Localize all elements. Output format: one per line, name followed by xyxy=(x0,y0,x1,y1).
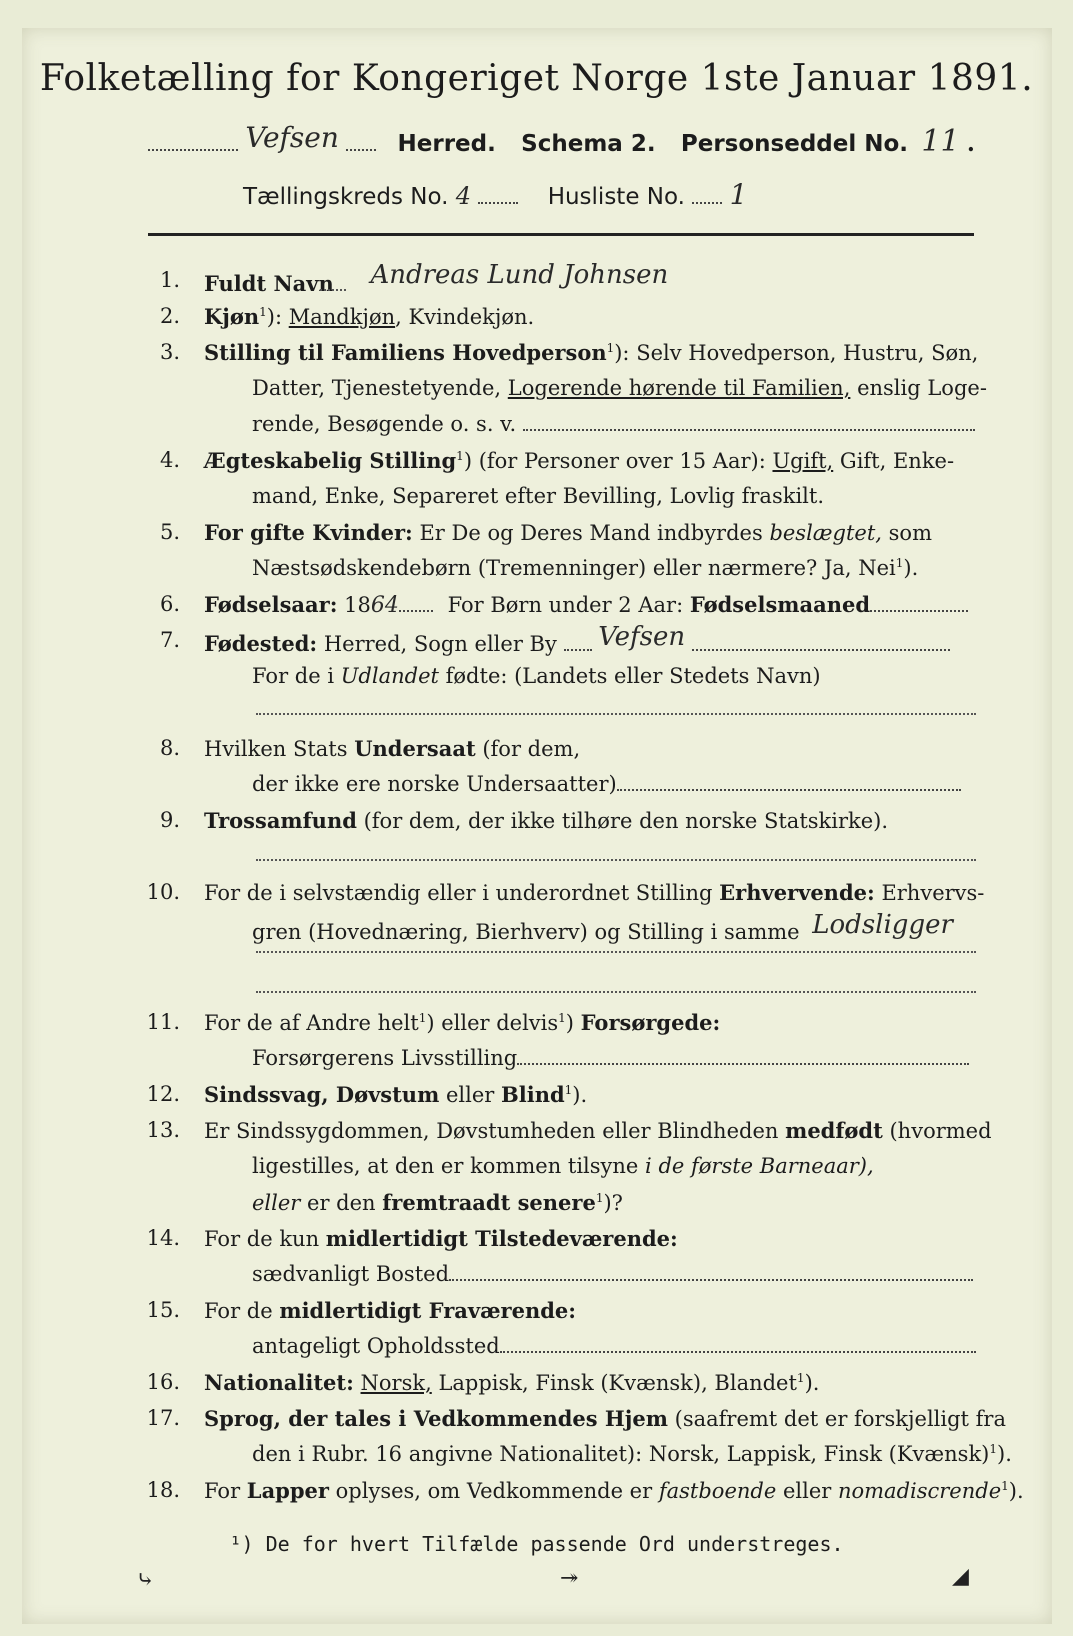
q13-line2-italic: i de første Barneaar), xyxy=(645,1154,874,1178)
q10-end: Erhvervs- xyxy=(881,881,985,905)
q4-ugift: Ugift, xyxy=(772,449,834,473)
header-kreds-line xyxy=(243,178,747,211)
q4-row: Ægteskabelig Stilling$^1$) (for Personer over 15 Aar): Ugift, Gift, Enke- xyxy=(204,448,955,473)
q16-label: Nationalitet: xyxy=(204,1370,354,1395)
q15-row xyxy=(204,1298,576,1323)
q4-rest: Gift, Enke- xyxy=(839,449,955,473)
taellingskreds-label: Tællingskreds No. xyxy=(243,184,449,210)
q3-line2a: Datter, Tjenestetyende, xyxy=(252,376,502,400)
q15-line2: antageligt Opholdssted xyxy=(252,1334,500,1358)
q13-line2a: ligestilles, at den er kommen tilsyne xyxy=(252,1154,639,1178)
q5-row2: Næstsødskendebørn (Tremenninger) eller nærmere? Ja, Nei$^1$). xyxy=(252,556,919,580)
q10-row xyxy=(204,880,984,905)
page-title: Folketælling for Kongeriget Norge 1ste Januar 1891. xyxy=(39,58,1034,99)
q8-label: Undersaat xyxy=(354,736,476,761)
q7-line2-italic: Udlandet xyxy=(340,664,439,688)
header-rule xyxy=(148,233,974,236)
header-herred-line: Vefsen Herred. Schema 2. Personseddel No. 11 . xyxy=(148,124,975,159)
q5-italic: beslægtet, xyxy=(769,521,882,545)
q17-row xyxy=(204,1406,1006,1431)
q12-mid: eller xyxy=(445,1083,495,1107)
q3-line1: Selv Hovedperson, Hustru, Søn, xyxy=(636,341,979,365)
herred-value: Vefsen xyxy=(245,121,339,154)
q18-italic1: fastboende xyxy=(658,1479,777,1503)
q18-text: For xyxy=(204,1479,241,1503)
q13-row xyxy=(204,1118,992,1143)
q2-number: 2. xyxy=(159,304,180,328)
q14-text: For de kun xyxy=(204,1227,320,1251)
q2-option-kvindekjon: Kvindekjøn. xyxy=(408,305,535,329)
q7-line2b: fødte: (Landets eller Stedets Navn) xyxy=(445,664,821,688)
q14-row2 xyxy=(252,1262,973,1286)
q12-row: Sindssvag, Døvstum eller Blind$^1$). xyxy=(204,1082,588,1107)
q13-number: 13. xyxy=(146,1118,180,1142)
q6-mid: For Børn under 2 Aar: xyxy=(447,593,684,617)
q5-line1: Er De og Deres Mand indbyrdes xyxy=(419,521,763,545)
q5-label: For gifte Kvinder: xyxy=(204,520,413,545)
corner-mark-left: ⤷ xyxy=(136,1568,155,1593)
q6-label2: Fødselsmaaned xyxy=(689,592,871,617)
q6-number: 6. xyxy=(159,592,180,616)
footnote: ¹) De for hvert Tilfælde passende Ord understreges. xyxy=(229,1532,844,1556)
q2-sup: 1 xyxy=(259,305,267,319)
q4-line1: (for Personer over 15 Aar): xyxy=(478,449,766,473)
q2-row: Kjøn$^1$): Mandkjøn, Kvindekjøn. xyxy=(204,304,535,329)
q9-row xyxy=(204,808,888,833)
q15-text: For de xyxy=(204,1299,273,1323)
husliste-label: Husliste No. xyxy=(547,184,685,210)
personseddel-label: Personseddel No. xyxy=(680,131,909,157)
q4-line2: mand, Enke, Separeret efter Bevilling, Lovlig fraskilt. xyxy=(252,484,825,508)
q18-label: Lapper xyxy=(246,1478,329,1503)
q10-dotline1 xyxy=(256,950,976,953)
q10-row2 xyxy=(252,910,953,946)
q4-label: Ægteskabelig Stilling xyxy=(204,448,457,473)
q18-italic2: nomadiscrende xyxy=(837,1479,1002,1503)
q13-row3: eller er den fremtraadt senere$^1$)? xyxy=(252,1190,623,1215)
q17-rest: (saafremt det er forskjelligt fra xyxy=(674,1407,1006,1431)
q2-label: Kjøn xyxy=(204,304,260,329)
q7-row xyxy=(204,622,950,658)
q14-label: midlertidigt Tilstedeværende: xyxy=(325,1226,678,1251)
q3-row2 xyxy=(252,376,987,400)
q13-row2 xyxy=(252,1154,874,1178)
q13-line3-italic: eller xyxy=(252,1191,301,1215)
q15-label: midlertidigt Fraværende: xyxy=(279,1298,577,1323)
q11-row2 xyxy=(252,1046,969,1070)
q1-number: 1. xyxy=(159,268,180,292)
q17-row2: den i Rubr. 16 angivne Nationalitet): Norsk, Lappisk, Finsk (Kvænsk)$^1$). xyxy=(252,1442,1012,1466)
q15-row2 xyxy=(252,1334,976,1358)
q5-number: 5. xyxy=(159,520,180,544)
q8-line2: der ikke ere norske Undersaatter) xyxy=(252,772,617,796)
q1-dotline xyxy=(320,288,346,291)
q10-label: Erhvervende: xyxy=(719,880,875,905)
q18-number: 18. xyxy=(146,1478,180,1502)
corner-mark-right: ◢ xyxy=(952,1564,969,1589)
q5-end: som xyxy=(888,521,932,545)
q18-row: For Lapper oplyses, om Vedkommende er fastboende eller nomadiscrende$^1$). xyxy=(204,1478,1024,1503)
corner-mark-center: ↠ xyxy=(560,1566,579,1591)
q3-number: 3. xyxy=(159,340,180,364)
q5-line2: Næstsødskendebørn (Tremenninger) eller nærmere? Ja, Nei xyxy=(252,556,896,580)
q12-label: Sindssvag, Døvstum xyxy=(204,1082,440,1107)
q9-text: (for dem, der ikke tilhøre den norske Statskirke). xyxy=(363,809,889,833)
q3-label: Stilling til Familiens Hovedperson xyxy=(204,340,607,365)
q17-label: Sprog, der tales i Vedkommendes Hjem xyxy=(204,1406,668,1431)
q11-label: Forsørgede: xyxy=(580,1010,721,1035)
q7-line2a: For de i xyxy=(252,664,335,688)
q4-number: 4. xyxy=(159,448,180,472)
q12-label2: Blind xyxy=(501,1082,565,1107)
q3-line2-underlined: Logerende hørende til Familien, xyxy=(507,376,851,400)
q11-line2: Forsørgerens Livsstilling xyxy=(252,1046,518,1070)
q1-row xyxy=(204,260,669,298)
q13-end: (hvormed xyxy=(889,1119,992,1143)
q1-label: Fuldt Navn xyxy=(204,271,334,296)
q4-row2 xyxy=(252,484,824,508)
q6-label: Fødselsaar: xyxy=(204,592,338,617)
q14-row xyxy=(204,1226,678,1251)
q18-mid: oplyses, om Vedkommende er xyxy=(335,1479,653,1503)
q16-norsk: Norsk, xyxy=(360,1371,432,1395)
q7-label: Fødested: xyxy=(204,631,318,656)
taellingskreds-value: 4 xyxy=(455,182,472,210)
q7-row2 xyxy=(252,664,821,688)
q6-row xyxy=(204,592,968,618)
q7-value: Vefsen xyxy=(598,622,686,652)
q11-text2: eller delvis xyxy=(441,1011,559,1035)
schema-label: Schema 2. xyxy=(521,131,656,157)
q9-dotline xyxy=(256,858,976,861)
q13-bold: medfødt xyxy=(785,1118,883,1143)
q16-number: 16. xyxy=(146,1370,180,1394)
q8-row xyxy=(204,736,580,761)
q16-row: Nationalitet: Norsk, Lappisk, Finsk (Kvænsk), Blandet$^1$). xyxy=(204,1370,820,1395)
q5-row xyxy=(204,520,932,545)
herred-label: Herred. xyxy=(397,131,496,157)
husliste-value: 1 xyxy=(729,178,748,211)
q3-row: Stilling til Familiens Hovedperson$^1$): Selv Hovedperson, Hustru, Søn, xyxy=(204,340,979,365)
q3-line3: rende, Besøgende o. s. v. xyxy=(252,412,517,436)
q10-line2: gren (Hovednæring, Bierhverv) og Stilling i samme xyxy=(252,920,800,944)
q6-prefix: 18 xyxy=(344,593,371,617)
q9-label: Trossamfund xyxy=(204,808,357,833)
q11-text: For de af Andre helt xyxy=(204,1011,419,1035)
q11-row: For de af Andre helt$^1$) eller delvis$^1$) Forsørgede: xyxy=(204,1010,721,1035)
q8-row2 xyxy=(252,772,961,796)
q10-dotline2 xyxy=(256,990,976,993)
q10-number: 10. xyxy=(146,880,180,904)
q11-number: 11. xyxy=(146,1010,180,1034)
q7-number: 7. xyxy=(159,628,180,652)
q13-line1: Er Sindssygdommen, Døvstumheden eller Blindheden xyxy=(204,1119,779,1143)
q10-text: For de i selvstændig eller i underordnet Stilling xyxy=(204,881,713,905)
q18-mid2: eller xyxy=(782,1479,832,1503)
q14-number: 14. xyxy=(146,1226,180,1250)
q3-row3 xyxy=(252,412,975,436)
q8-text-a: Hvilken Stats xyxy=(204,737,348,761)
q9-number: 9. xyxy=(159,808,180,832)
q6-value: 64 xyxy=(370,593,399,618)
q1-value: Andreas Lund Johnsen xyxy=(370,260,669,290)
personseddel-value: 11 xyxy=(921,124,960,159)
q17-line2: den i Rubr. 16 angivne Nationalitet): Norsk, Lappisk, Finsk (Kvænsk) xyxy=(252,1442,990,1466)
q10-value: Lodsligger xyxy=(812,910,953,940)
q8-text-b: (for dem, xyxy=(482,737,581,761)
q13-line3a: er den xyxy=(307,1191,376,1215)
q7-text: Herred, Sogn eller By xyxy=(323,632,557,656)
q12-number: 12. xyxy=(146,1082,180,1106)
q14-line2: sædvanligt Bosted xyxy=(252,1262,450,1286)
q3-line2b: enslig Loge- xyxy=(857,376,987,400)
q8-number: 8. xyxy=(159,736,180,760)
q15-number: 15. xyxy=(146,1298,180,1322)
q13-line3b: fremtraadt senere xyxy=(382,1190,596,1215)
q16-rest: Lappisk, Finsk (Kvænsk), Blandet xyxy=(438,1371,797,1395)
q7-dotline xyxy=(256,712,976,715)
q17-number: 17. xyxy=(146,1406,180,1430)
q2-option-mandkjon: Mandkjøn xyxy=(288,305,396,329)
